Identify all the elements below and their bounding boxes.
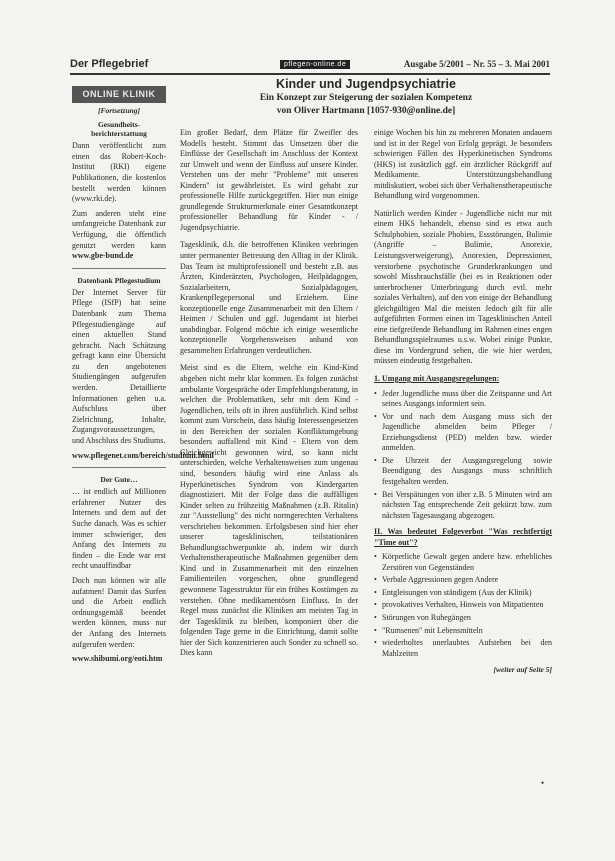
header-rule xyxy=(70,73,550,75)
article-subtitle: Ein Konzept zur Steigerung der sozialen Kompetenz xyxy=(259,93,473,103)
list-item: • Jeder Jugendliche muss über die Zeitspanne und Art seines Ausgangs informiert sein. xyxy=(374,389,552,410)
sidebar-text: Zum anderen steht eine umfangreiche Datenbank zur Verfügung, die öffentlich genutzt werden kann xyxy=(72,208,166,250)
section-heading-ausgang: 1. Umgang mit Ausgangsregelungen: xyxy=(374,374,500,384)
sidebar-link-shibumi[interactable]: www.shibumi.org/eoti.htm xyxy=(72,654,163,664)
article-paragraph: Tagesklinik, d.h. die betroffenen Kliniken verbringen unter permanenter Betreuung den Alltag in der Klinik. Das Team ist multiprofessionell und besteht z.B. aus Ärzten, Kinderärzten, Psychologen, Heilpädagogen, Sozialarbeitern, Sozialpädagogen, Krankenpflegepersonal und Erziehern. Eine konzeptionelle enge Zusammenarbeit mit den Eltern / Heimen / Schulen und ggf. Jugendamt ist hierbei unabdingbar. Folgend möchte ich einige wesentliche konzeptionelle Vorgehensweisen anhand von gesammelten Erfahrungen verdeutlichen. xyxy=(180,240,358,355)
corner-mark: • xyxy=(541,778,545,788)
list-item: • Entgleisungen von ständigem (Aus der Klinik) xyxy=(374,588,552,599)
section-heading-timeout: II. Was bedeutet Folgeverbot "Was rechtfertigt "Time out"? xyxy=(374,527,552,547)
sidebar-paragraph: Der Internet Server für Pflege (ISfP) hat seine Datenbank zum Thema Pflegestudiengänge auf einen aktuellen Stand gebracht. Nach Schätzung gefragt kann eine Übersicht zu den angebotenen Studiengängen aufgerufen werden. Detaillierte Informationen gehen u.a. Aufschluss über Zielrichtung, Inhalte, Zugangsvoraussetzungen, und Abschluss des Studiums. xyxy=(72,287,166,446)
sidebar-section xyxy=(72,268,214,462)
article-paragraph: Ein großer Bedarf, dem Plätze für Zweifler des Modells besteht. Stimmt das Umsetzen über die Einflüsse der Gesellschaft im Anschluss der Kontext zur Umwelt und wenn der Einfluss auf unsere Kinder. Verstehen uns der mehr "Probleme" mit unseren Kindern" ist gewährleistet. Es wird gehabt zur professionelle Hilfe zurückgegriffen. Hier nun einige grundlegende Strukturmerkmale einer Gesamtkonzept professioneller Behandlung für Kinder - / Jugendpsychiatrie. xyxy=(180,128,358,232)
publication-name: Der Pflegebrief xyxy=(70,58,149,70)
article-paragraph: Meist sind es die Eltern, welche ein Kind-Kind abgeben nicht mehr klar kommen. Es folgen zunächst ambulante Vorgespräche oder Empfehlungsberatung, in welchen die Problematiken, sehr mit dem Kind - Jugendlichen, teils oft in ihren ausführlich. Kind selbst kommt zum Vorschein, dass häufig Interessengesetzen in den Bereichen der sozialen Konfliktumgebung besonders auffallend mit Kind - Eltern von dem Gleichgewicht gewonnen wird, so kann nicht unterschieden, welche Verhaltensweisen zum ungenau sind, besonders häufig wird eine Anlass als Hyperkinetisches Syndrom von Kindergarten diagnostiziert. Mit der Folge dass die auffälligen Kinder selten zu frühzeitig Maßnahmen (z.B. Ritalin) zur "Ausstellung" des nicht normgerechten Verhaltens verschrieben bekommen. Erfolgsbesen sind hier eher unserer tagesklinischen, teilstationären Behandlungsschwerpunkte ab, indem wir durch Verhaltenstherapeutische Maßnahmen gegenüber dem Kind und in Zusammenarbeit mit den einzelnen Familienteilen vorgeschen, ohne grundlegend gewonnene Tagesstruktur für ein frühes Kostümgen zu verstehen. Ohne medikamentösen Einfluss. In der Regel muss zunächst die Kliniken am meisten Tag in der Tagesklinik zu bleiben, komponiert über die folgenden Tage gerne in die Einrichtung, damit sollte hier der Sich konzentrieren auch Sonder zu schnell so. Dies kann xyxy=(180,363,358,658)
bullet-list-ausgang xyxy=(374,389,552,522)
sidebar-section xyxy=(72,467,166,665)
list-item: • Die Uhrzeit der Ausgangsregelung sowie Beendigung des Ausgangs muss schriftlich festgehalten werden. xyxy=(374,456,552,488)
sidebar-paragraph: Dann veröffentlicht zum einen das Robert-Koch-Institut (RKI) eigene Publikationen, die kostenlos bestellt werden können (www.rki.de). xyxy=(72,141,166,204)
sidebar-heading-gbe: Gesundheits-berichterstattung xyxy=(91,120,147,139)
site-logo: pflegen-online.de xyxy=(280,60,350,69)
article-headline xyxy=(180,77,552,117)
list-item: • Körperliche Gewalt gegen andere bzw. erhebliches Zerstören von Gegenständen xyxy=(374,552,552,573)
sidebar-link-pflegenet[interactable]: www.pflegenet.com/bereich/studium.html xyxy=(72,450,214,460)
sidebar-online-klinik xyxy=(72,86,214,669)
issue-info: Ausgabe 5/2001 – Nr. 55 – 3. Mai 2001 xyxy=(403,59,550,69)
article-column-2 xyxy=(374,128,552,676)
article-paragraph: Natürlich werden Kinder - Jugendliche nicht nur mit einem HKS behandelt, ebenso sind es etwa auch Schulphobien, soziale Phobien, Essstörungen, Bulimie (Angriffe – Bulimie, Anorexie, Leistungsverweigerung), Anorexien, Depressionen, verstorbene psychotische Grunderkrankungen und sowohl Missbrauchsfälle (bei es in Reaktionen oder unterbrochener Unterbringung durch evtl. mehr soziales Verhalten), auf den von einige der Behandlung gleichgültigen Mal die meisten Jedoch gilt für alle aufgeführten Formen einen im Tagesklinischen Anteil eine tiefgreifende Behandlung im Rahmen eines engen Behandlungsspielraumes u.s.w. Wobei einige Punkte, diese im Vordergrund sehen, die wie hier werden, müssen eindeutig festgehalten. xyxy=(374,208,552,366)
sidebar-heading-gute: Der Gute… xyxy=(100,475,138,485)
sidebar-heading-pflegestudium: Datenbank Pflegestudium xyxy=(77,275,161,285)
list-item: • provokatives Verhalten, Hinweis von Mitpatienten xyxy=(374,600,552,611)
continuation-note: [weiter auf Seite 5] xyxy=(493,665,552,675)
bullet-list-timeout xyxy=(374,552,552,659)
sidebar-paragraph: … ist endlich auf Millionen erfahrener Nutzer des Internets und dem auf der Suche danach. Was es schier immer schwieriger, den Anfang des Internets zu finden – die Ende war erst recht unauffindbar xyxy=(72,487,166,571)
article-title: Kinder und Jugendpsychiatrie xyxy=(276,77,456,91)
article-byline: von Oliver Hartmann [1057-930@online.de] xyxy=(276,106,456,116)
sidebar-link-gbe[interactable]: www.gbe-bund.de xyxy=(72,251,134,261)
masthead xyxy=(70,58,550,72)
list-item: • Vor und nach dem Ausgang muss sich der Jugendliche abmelden beim Pfleger / Erziehungsdienst (PED) melden bzw. wieder anmelden. xyxy=(374,412,552,454)
sidebar-subtitle: [Fortsetzung] xyxy=(97,105,141,115)
list-item: • Störungen von Ruhegängen xyxy=(374,613,552,624)
list-item: • Verbale Aggressionen gegen Andere xyxy=(374,575,552,586)
list-item: • Bei Verspätungen von über z.B. 5 Minuten wird am nächsten Tag entsprechende Zeit gekürzt bzw. zum nächsten Tagesausgang abgezogen. xyxy=(374,490,552,522)
sidebar-paragraph xyxy=(72,209,166,262)
sidebar-paragraph: Doch nun können wir alle aufatmen! Damit das Surfen und die Arbeit endlich ordnungsgemäß beendet werden können, muss nur der Anfang des Internets aufgerufen werden: xyxy=(72,575,166,649)
article-paragraph: einige Wochen bis hin zu mehreren Monaten andauern und ist in der Regel von Erfolg geprägt. Je besonders schwierigen Fällen des Hyperkinetischen Syndroms (HKS) ist zusätzlich ggf. ein ärztlicher Rückgriff auf Medikamente. Unterstützungsbehandlung mitdiskutiert, wobei sich über Verhaltenstherapeutische Behandlung wird vorgenommen. xyxy=(374,128,552,201)
list-item: • wiederholtes unerlaubtes Aufstehen bei den Mahlzeiten xyxy=(374,638,552,659)
sidebar-banner: ONLINE KLINIK xyxy=(72,86,166,103)
article-column-1 xyxy=(180,128,358,666)
list-item: • "Rumsenen" mit Lebensmitteln xyxy=(374,626,552,637)
